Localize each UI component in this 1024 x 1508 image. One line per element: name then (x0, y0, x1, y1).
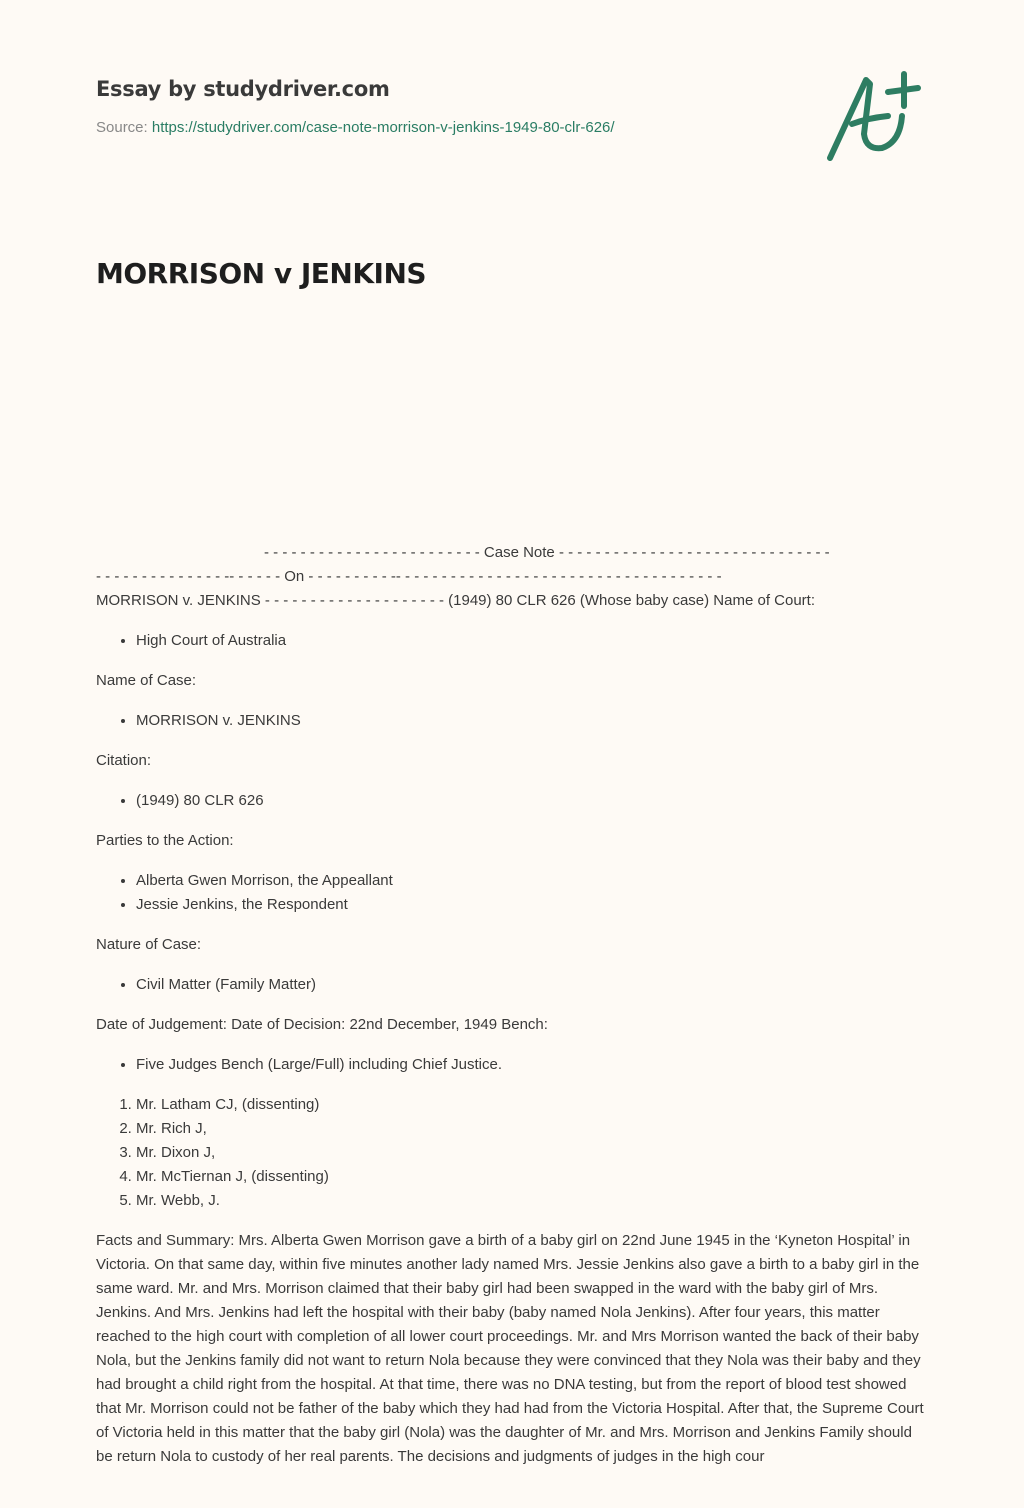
list-item: • Five Judges Bench (Large/Full) including Chief Justice. (136, 1053, 932, 1077)
citation-label: Citation: (96, 752, 152, 769)
page-title: MORRISON v JENKINS (96, 257, 427, 290)
list-item: • Alberta Gwen Morrison, the Appeallant (136, 869, 932, 893)
facts-paragraph: Facts and Summary: Mrs. Alberta Gwen Morrison gave a birth of a baby girl on 22nd June 1945 in the ‘Kyneton Hospital’ in Victoria. On that same day, within five minutes another lady named Mrs. Jessie Jenkins also gave a birth to a baby girl in the same ward. Mr. and Mrs. Morrison claimed that their baby girl had been swapped in the ward with the baby girl of Mrs. Jenkins. And Mrs. Jenkins had left the hospital with their baby (baby named Nola Jenkins). After four years, this matter reached to the high court with completion of all lower court proceedings. Mr. and Mrs Morrison wanted the back of their baby Nola, but the Jenkins family did not want to return Nola because they were convinced that they Nola was their baby and they had brought a child right from the hospital. At that time, there was no DNA testing, but from the report of blood test showed that Mr. Morrison could not be father of the baby which they had had from the Victoria Hospital. After that, the Supreme Court of Victoria held in this matter that the baby girl (Nola) was the daughter of Mr. and Mrs. Morrison and Jenkins Family should be return Nola to custody of her real parents. The decisions and judgments of judges in the high cour (96, 1232, 924, 1465)
parties-label: Parties to the Action: (96, 832, 234, 849)
judges-list (96, 1093, 932, 1213)
case-note-separator: - - - - - - - - - - - - - - - - - - - - - - - - Case Note - - - - - - - - - - - - - - - - - - - - - - - - - - - - - - (264, 544, 830, 561)
judge-item: 1. Mr. Latham CJ, (dissenting) (136, 1093, 932, 1117)
judge-item: 3. Mr. Dixon J, (136, 1141, 932, 1165)
list-item: • Jessie Jenkins, the Respondent (136, 893, 932, 917)
essay-body (96, 541, 932, 1485)
court-list (96, 629, 932, 653)
case-heading-line: MORRISON v. JENKINS - - - - - - - - - - - - - - - - - - - - (1949) 80 CLR 626 (Whose baby case) Name of Court: (96, 592, 815, 609)
site-title: Essay by studydriver.com (96, 77, 390, 101)
on-separator: - - - - - - - - - - - - - - -- - - - - - On - - - - - - - - - -- - - - - - - - - - - - - - - - - - - - - - - - - - - - - - - - - - - - (96, 568, 722, 585)
source-link[interactable]: https://studydriver.com/case-note-morrison-v-jenkins-1949-80-clr-626/ (151, 119, 615, 136)
name-of-case-label: Name of Case: (96, 672, 197, 689)
list-item: • (1949) 80 CLR 626 (136, 789, 932, 813)
list-item: • MORRISON v. JENKINS (136, 709, 932, 733)
judge-item: 4. Mr. McTiernan J, (dissenting) (136, 1165, 932, 1189)
judge-item: 2. Mr. Rich J, (136, 1117, 932, 1141)
parties-list (96, 869, 932, 917)
source-label: Source: (96, 119, 152, 136)
judge-item: 5. Mr. Webb, J. (136, 1189, 932, 1213)
citation-list (96, 789, 932, 813)
nature-label: Nature of Case: (96, 936, 202, 953)
essay-header (96, 74, 796, 138)
list-item: • Civil Matter (Family Matter) (136, 973, 932, 997)
bench-list (96, 1053, 932, 1077)
nature-list (96, 973, 932, 997)
a-plus-grade-icon (818, 66, 930, 166)
name-of-case-list (96, 709, 932, 733)
date-of-judgement: Date of Judgement: Date of Decision: 22nd December, 1949 Bench: (96, 1016, 548, 1033)
source-line (96, 118, 796, 138)
list-item: • High Court of Australia (136, 629, 932, 653)
